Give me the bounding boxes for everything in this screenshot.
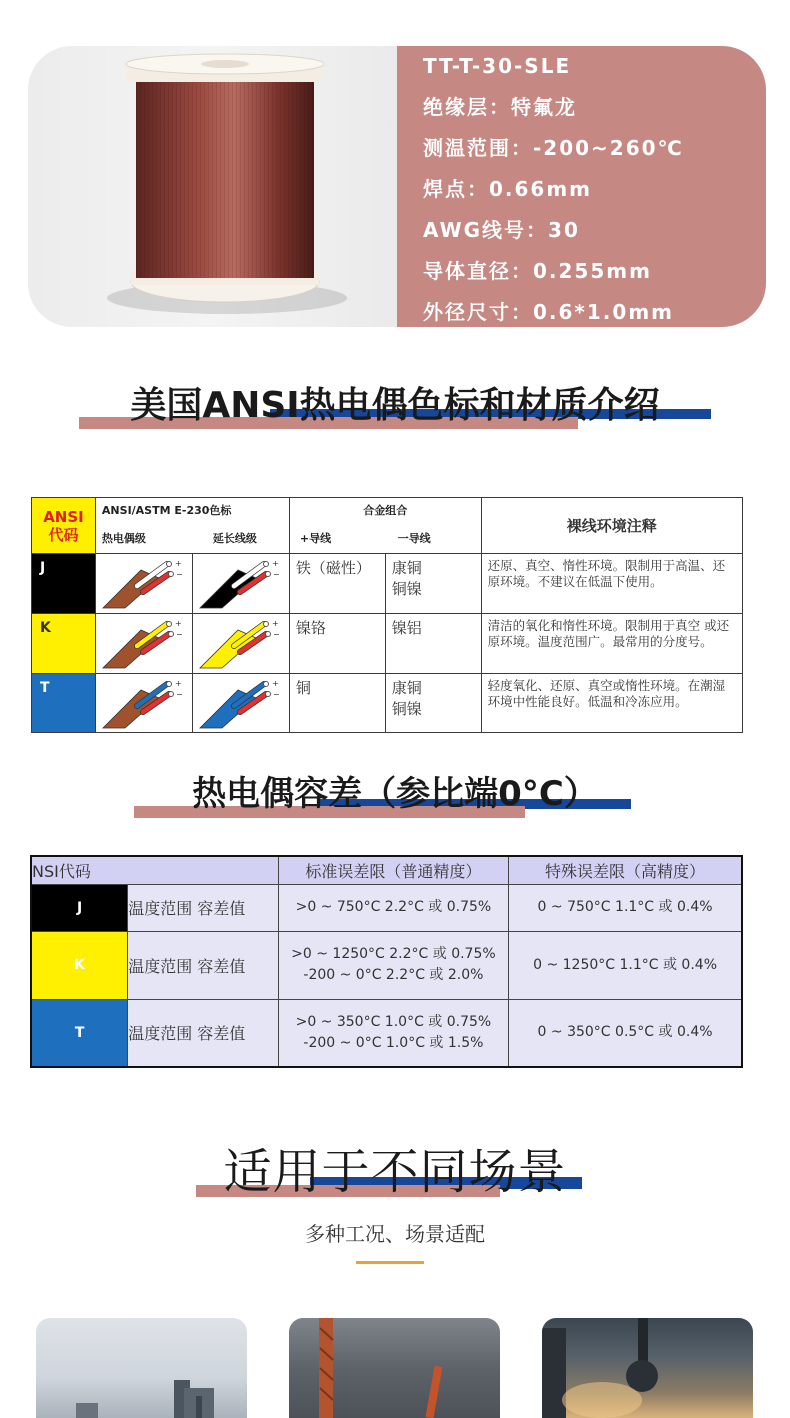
- section-heading-tolerance: [0, 766, 790, 815]
- scene-card-2[interactable]: [289, 1318, 500, 1418]
- tol-code-t: T: [31, 999, 128, 1067]
- plus-alloy-t: 铜: [289, 674, 385, 733]
- plus-wire-label: +导线: [299, 532, 332, 545]
- svg-text:+: +: [271, 559, 279, 568]
- svg-text:−: −: [175, 570, 183, 579]
- construction-crane-photo-icon: [289, 1318, 500, 1418]
- code-label: J: [40, 560, 46, 576]
- ext-swatch-t: [192, 674, 289, 733]
- svg-text:−: −: [175, 690, 183, 699]
- table-row: [32, 554, 743, 614]
- code-label: K: [40, 620, 51, 636]
- minus-wire-label: 一导线: [397, 532, 431, 545]
- steel-furnace-photo-icon: [542, 1318, 753, 1418]
- svg-text:+: +: [174, 619, 182, 628]
- alloy-header-cell: [289, 498, 481, 554]
- cable-icon: [194, 616, 288, 672]
- cable-icon: [97, 556, 191, 612]
- alloy-header: 合金组合: [363, 504, 408, 517]
- spec-outer-size: 外径尺寸：0.6*1.0mm: [423, 300, 674, 324]
- svg-text:+: +: [174, 559, 182, 568]
- spec-temp-range: 测温范围：-200~260℃: [423, 136, 684, 160]
- code-cell-t: [32, 674, 96, 733]
- spec-model: TT-T-30-SLE: [423, 54, 572, 78]
- ext-swatch-j: [192, 554, 289, 614]
- minus-alloy-j: 康铜 铜镍: [385, 554, 481, 614]
- section-heading-ansi: [0, 377, 790, 428]
- code-header: ANSI 代码: [43, 507, 84, 544]
- ext-swatch-k: [192, 614, 289, 674]
- plus-alloy-k: 镍铬: [289, 614, 385, 674]
- thermo-swatch-t: [95, 674, 192, 733]
- wire-spool-icon: [28, 46, 397, 327]
- minus-alloy-k: 镍铝: [385, 614, 481, 674]
- section-subtitle: 多种工况、场景适配: [305, 1222, 485, 1246]
- grade-thermo-label: 热电偶级: [101, 532, 146, 545]
- tol-label-j: 温度范围 容差值: [128, 884, 279, 931]
- svg-text:−: −: [272, 690, 280, 699]
- spec-panel: [397, 46, 766, 327]
- minus-alloy-t: 康铜 铜镍: [385, 674, 481, 733]
- tol-standard-t: >0 ~ 350°C 1.0°C 或 0.75% -200 ~ 0°C 1.0°C 或 1.5%: [278, 999, 508, 1067]
- tol-label-t: 温度范围 容差值: [128, 999, 279, 1067]
- tol-code-header: NSI代码: [31, 856, 278, 884]
- tol-label-k: 温度范围 容差值: [128, 931, 279, 999]
- thermo-swatch-j: [95, 554, 192, 614]
- code-cell-j: [32, 554, 96, 614]
- env-header-cell: [481, 498, 742, 554]
- spec-insulation: 绝缘层：特氟龙: [423, 95, 577, 119]
- spec-conductor-diameter: 导体直径：0.255mm: [423, 259, 652, 283]
- svg-text:−: −: [175, 630, 183, 639]
- svg-text:+: +: [271, 679, 279, 688]
- tol-standard-k: >0 ~ 1250°C 2.2°C 或 0.75% -200 ~ 0°C 2.2°C 或 2.0%: [278, 931, 508, 999]
- tol-code-k: K: [31, 931, 128, 999]
- spec-solder-point: 焊点：0.66mm: [423, 177, 593, 201]
- tol-standard-header: 标准误差限（普通精度）: [278, 856, 508, 884]
- tol-special-t: 0 ~ 350°C 0.5°C 或 0.4%: [509, 999, 742, 1067]
- tolerance-table: [30, 855, 743, 1068]
- standard-header-cell: [95, 498, 289, 554]
- scene-card-3[interactable]: [542, 1318, 753, 1418]
- standard-header: ANSI/ASTM E-230色标: [101, 504, 232, 517]
- table-row: [31, 884, 742, 931]
- tol-special-header: 特殊误差限（高精度）: [509, 856, 742, 884]
- tol-code-j: J: [31, 884, 128, 931]
- table-row: [31, 931, 742, 999]
- svg-text:−: −: [272, 570, 280, 579]
- code-header-cell: [32, 498, 96, 554]
- tol-special-k: 0 ~ 1250°C 1.1°C 或 0.4%: [509, 931, 742, 999]
- table-row: [32, 674, 743, 733]
- section-title: 适用于不同场景: [223, 1144, 567, 1200]
- industrial-plant-photo-icon: [36, 1318, 247, 1418]
- svg-text:+: +: [271, 619, 279, 628]
- svg-text:+: +: [174, 679, 182, 688]
- code-label: T: [40, 680, 50, 696]
- plus-alloy-j: 铁（磁性）: [289, 554, 385, 614]
- product-photo: [28, 46, 397, 327]
- page-title: 美国ANSI热电偶色标和材质介绍: [130, 385, 660, 426]
- cable-icon: [97, 676, 191, 732]
- cable-icon: [194, 676, 288, 732]
- table-row: [32, 614, 743, 674]
- spec-awg: AWG线号：30: [423, 218, 580, 242]
- code-cell-k: [32, 614, 96, 674]
- ansi-color-table: [31, 497, 743, 733]
- accent-divider: [356, 1261, 424, 1264]
- section-heading-scenes: [0, 1133, 790, 1202]
- env-note-k: 清洁的氧化和惰性环境。限制用于真空 或还原环境。温度范围广。最常用的分度号。: [481, 614, 742, 674]
- cable-icon: [194, 556, 288, 612]
- thermo-swatch-k: [95, 614, 192, 674]
- svg-text:−: −: [272, 630, 280, 639]
- table-header-row: [31, 856, 742, 884]
- product-card: [28, 46, 766, 327]
- env-note-j: 还原、真空、惰性环境。限制用于高温、还原环境。不建议在低温下使用。: [481, 554, 742, 614]
- env-header: 裸线环境注释: [566, 517, 657, 535]
- cable-icon: [97, 616, 191, 672]
- table-row: [31, 999, 742, 1067]
- tol-standard-j: >0 ~ 750°C 2.2°C 或 0.75%: [278, 884, 508, 931]
- scene-card-1[interactable]: [36, 1318, 247, 1418]
- env-note-t: 轻度氧化、还原、真空或惰性环境。在潮湿环境中性能良好。低温和冷冻应用。: [481, 674, 742, 733]
- grade-ext-label: 延长线级: [212, 532, 257, 545]
- tol-special-j: 0 ~ 750°C 1.1°C 或 0.4%: [509, 884, 742, 931]
- section-title: 热电偶容差（参比端0°C）: [192, 774, 598, 814]
